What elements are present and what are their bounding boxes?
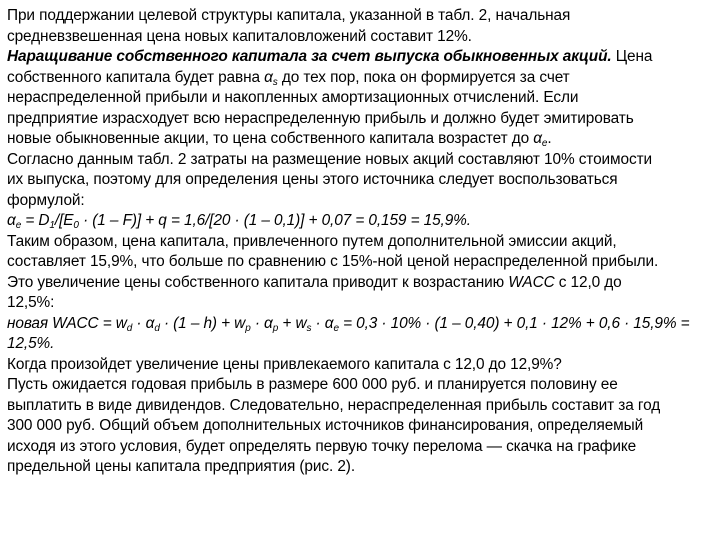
text-line-4-b: до тех пор, пока он формируется за счет	[277, 68, 570, 86]
text-line-15: 12,5%:	[7, 294, 55, 311]
formula-subscript: e	[15, 220, 22, 231]
formula-subscript: d	[126, 322, 133, 334]
formula-subscript: p	[272, 322, 279, 334]
formula-subscript: 1	[49, 220, 55, 231]
alpha-s-subscript: s	[272, 76, 278, 88]
wacc-formula-result: 12,5%.	[7, 335, 55, 352]
text-line-1: При поддержании целевой структуры капитала, указанной в табл. 2, начальная	[7, 7, 571, 24]
formula-part: · α	[311, 314, 334, 332]
formula-part: α	[7, 212, 16, 229]
text-line-14-a: Это увеличение цены собственного капитала приводит к возрастанию	[7, 273, 509, 291]
text-line-10: формулой:	[7, 191, 85, 209]
wacc-formula	[7, 314, 712, 335]
formula-subscript: d	[154, 322, 160, 334]
formula-subscript: 0	[73, 220, 79, 231]
text-line-3	[7, 47, 712, 68]
text-line-13: составляет 15,9%, что больше по сравнению с 15%-ной ценой нераспределенной прибыли.	[7, 253, 659, 270]
wacc-term: WACC	[508, 273, 555, 291]
text-line-3-rest: Цена	[611, 48, 653, 65]
text-line-6: предприятие израсходует всю нераспределенную прибыль и должно будет эмитировать	[7, 109, 634, 127]
text-line-14-b: с 12,0 до	[554, 273, 622, 291]
text-line-2: средневзвешенная цена новых капиталовложений составит 12%.	[7, 27, 472, 45]
text-line-7-b: .	[547, 130, 552, 147]
formula-subscript: p	[245, 322, 251, 334]
formula-part: = 0,3 · 10% · (1 – 0,40) + 0,1 · 12% + 0,6 · 15,9% =	[338, 314, 690, 332]
alpha-e-subscript: e	[541, 138, 548, 149]
formula-part: + w	[278, 314, 307, 332]
formula-part: = D	[21, 212, 50, 229]
text-line-22: исходя из этого условия, будет определять первую точку перелома — скачка на графике	[7, 437, 637, 455]
text-line-12: Таким образом, цена капитала, привлеченного путем дополнительной эмиссии акций,	[7, 232, 617, 250]
text-line-7-a: новые обыкновенные акции, то цена собственного капитала возрастет до	[7, 130, 534, 147]
formula-part: · α	[250, 314, 273, 332]
alpha-s-symbol: α	[264, 68, 273, 86]
section-heading: Наращивание собственного капитала за счет выпуска обыкновенных акций.	[7, 48, 612, 65]
text-line-20: выплатить в виде дивидендов. Следовательно, нераспределенная прибыль составит за год	[7, 396, 661, 414]
formula-part: · (1 – h) + w	[159, 314, 246, 332]
text-line-21: 300 000 руб. Общий объем дополнительных источников финансирования, определяемый	[7, 417, 644, 434]
text-line-5: нераспределенной прибыли и накопленных амортизационных отчислений. Если	[7, 89, 579, 106]
text-line-7	[7, 129, 712, 150]
formula-subscript: e	[333, 322, 339, 334]
alpha-e-symbol: α	[533, 130, 542, 147]
formula-part: · α	[132, 314, 155, 332]
text-line-4-a: собственного капитала будет равна	[7, 68, 265, 86]
cost-of-equity-formula	[7, 211, 712, 232]
text-line-19: Пусть ожидается годовая прибыль в размере 600 000 руб. и планируется половину ее	[7, 376, 618, 393]
text-line-4	[7, 68, 712, 89]
text-line-9: их выпуска, поэтому для определения цены этого источника следует воспользоваться	[7, 171, 618, 188]
formula-part: /[E	[54, 212, 74, 229]
formula-subscript: s	[306, 322, 312, 334]
text-line-14	[7, 273, 712, 294]
text-line-8: Согласно данным табл. 2 затраты на размещение новых акций составляют 10% стоимости	[7, 150, 653, 168]
text-line-23: предельной цены капитала предприятия (рис. 2).	[7, 458, 355, 475]
formula-part: · (1 – F)] + q = 1,6/[20 · (1 – 0,1)] + 0,07 = 0,159 = 15,9%.	[78, 212, 471, 229]
formula-part: новая WACC = w	[7, 314, 127, 332]
text-line-18: Когда произойдет увеличение цены привлекаемого капитала с 12,0 до 12,9%?	[7, 355, 562, 373]
